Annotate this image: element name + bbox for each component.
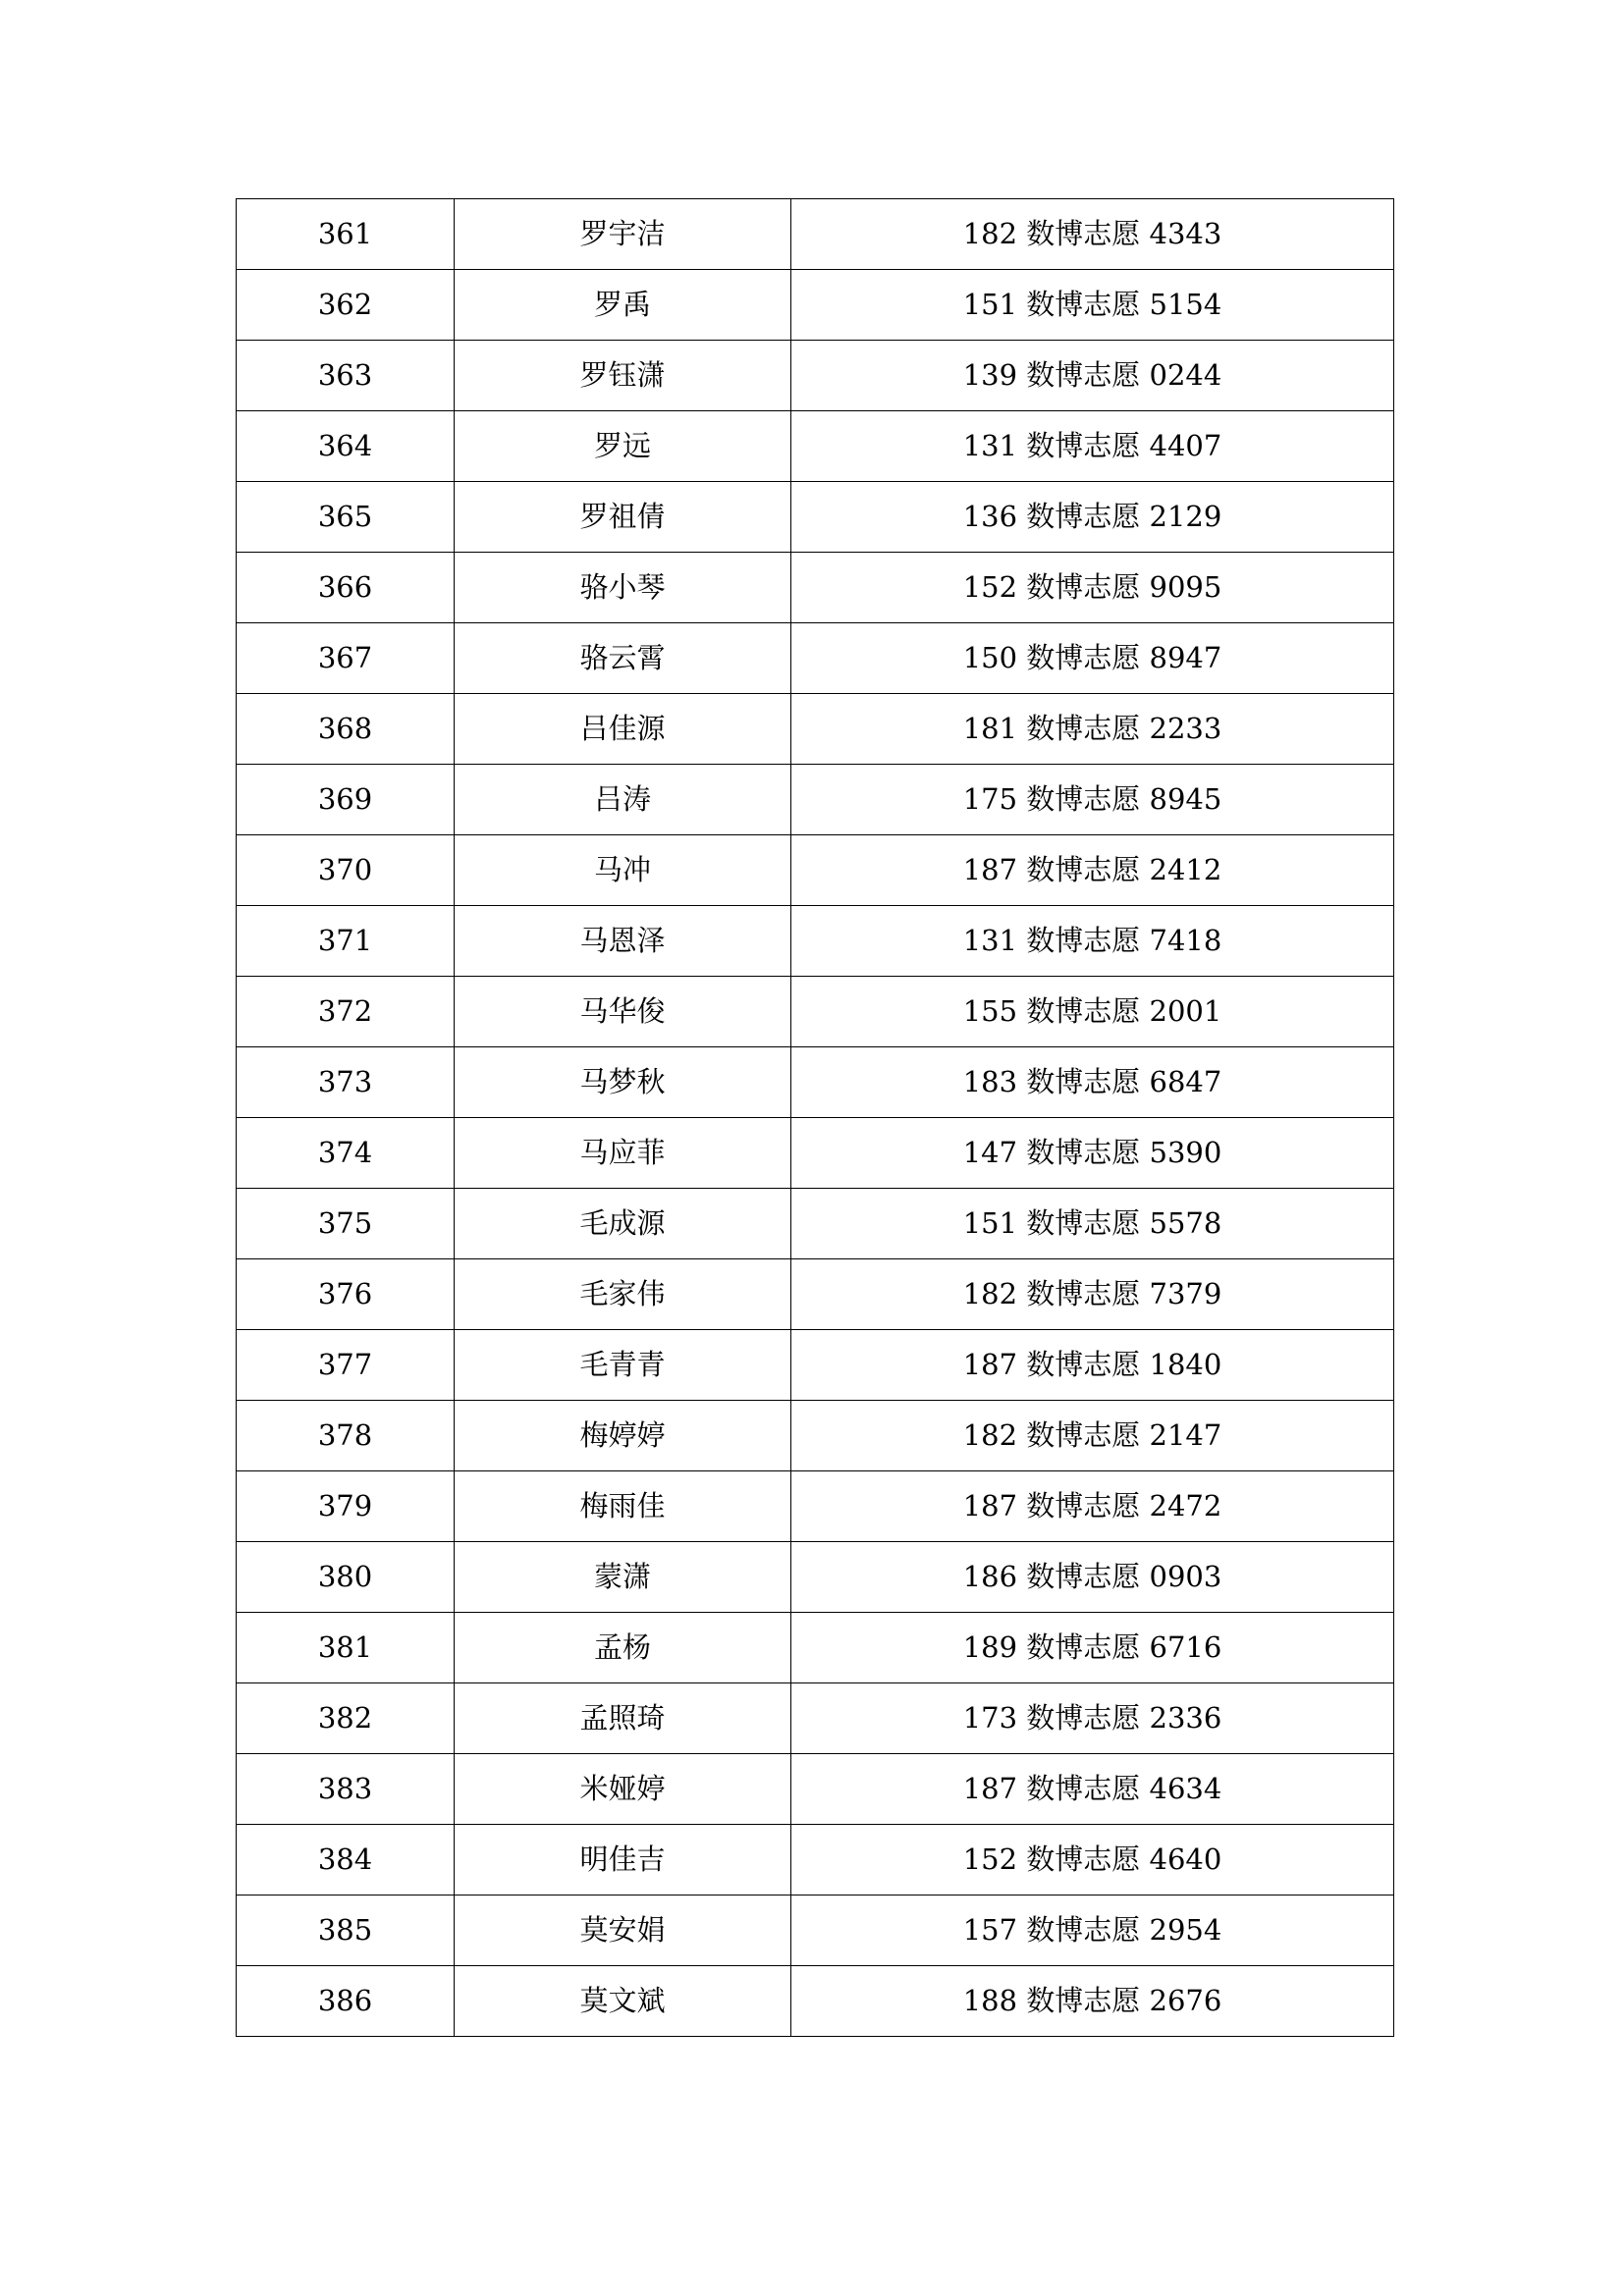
table-row [237,1401,1394,1471]
phone-cell: 131 数博志愿 7418 [791,906,1394,977]
phone-cell: 150 数博志愿 8947 [791,623,1394,694]
table-row [237,1118,1394,1189]
phone-cell: 157 数博志愿 2954 [791,1896,1394,1966]
table-row [237,341,1394,411]
name-cell: 骆云霄 [455,623,791,694]
table-row [237,199,1394,270]
phone-cell: 187 数博志愿 1840 [791,1330,1394,1401]
phone-cell: 182 数博志愿 4343 [791,199,1394,270]
row-number-cell: 374 [237,1118,455,1189]
phone-cell: 189 数博志愿 6716 [791,1613,1394,1683]
row-number-cell: 378 [237,1401,455,1471]
phone-cell: 187 数博志愿 2472 [791,1471,1394,1542]
phone-cell: 186 数博志愿 0903 [791,1542,1394,1613]
row-number-cell: 377 [237,1330,455,1401]
volunteer-table [236,198,1394,2037]
phone-cell: 181 数博志愿 2233 [791,694,1394,765]
name-cell: 毛家伟 [455,1259,791,1330]
name-cell: 马恩泽 [455,906,791,977]
name-cell: 莫文斌 [455,1966,791,2037]
phone-cell: 131 数博志愿 4407 [791,411,1394,482]
table-row [237,906,1394,977]
name-cell: 罗钰潇 [455,341,791,411]
name-cell: 蒙潇 [455,1542,791,1613]
phone-cell: 152 数博志愿 9095 [791,553,1394,623]
row-number-cell: 386 [237,1966,455,2037]
table-row [237,1754,1394,1825]
volunteer-table-body [237,199,1394,2037]
table-row [237,977,1394,1047]
row-number-cell: 371 [237,906,455,977]
phone-cell: 147 数博志愿 5390 [791,1118,1394,1189]
name-cell: 米娅婷 [455,1754,791,1825]
row-number-cell: 361 [237,199,455,270]
table-row [237,1613,1394,1683]
name-cell: 骆小琴 [455,553,791,623]
name-cell: 吕佳源 [455,694,791,765]
phone-cell: 155 数博志愿 2001 [791,977,1394,1047]
table-row [237,1683,1394,1754]
row-number-cell: 373 [237,1047,455,1118]
row-number-cell: 385 [237,1896,455,1966]
row-number-cell: 370 [237,835,455,906]
name-cell: 梅雨佳 [455,1471,791,1542]
row-number-cell: 363 [237,341,455,411]
row-number-cell: 369 [237,765,455,835]
row-number-cell: 381 [237,1613,455,1683]
row-number-cell: 365 [237,482,455,553]
table-row [237,1825,1394,1896]
table-row [237,1471,1394,1542]
phone-cell: 151 数博志愿 5154 [791,270,1394,341]
name-cell: 梅婷婷 [455,1401,791,1471]
name-cell: 罗宇洁 [455,199,791,270]
name-cell: 马应菲 [455,1118,791,1189]
row-number-cell: 366 [237,553,455,623]
table-row [237,1189,1394,1259]
table-row [237,1330,1394,1401]
table-row [237,1966,1394,2037]
row-number-cell: 383 [237,1754,455,1825]
phone-cell: 182 数博志愿 2147 [791,1401,1394,1471]
phone-cell: 173 数博志愿 2336 [791,1683,1394,1754]
table-row [237,623,1394,694]
row-number-cell: 362 [237,270,455,341]
phone-cell: 139 数博志愿 0244 [791,341,1394,411]
row-number-cell: 368 [237,694,455,765]
name-cell: 马梦秋 [455,1047,791,1118]
row-number-cell: 376 [237,1259,455,1330]
phone-cell: 187 数博志愿 2412 [791,835,1394,906]
row-number-cell: 375 [237,1189,455,1259]
row-number-cell: 367 [237,623,455,694]
phone-cell: 187 数博志愿 4634 [791,1754,1394,1825]
phone-cell: 136 数博志愿 2129 [791,482,1394,553]
phone-cell: 182 数博志愿 7379 [791,1259,1394,1330]
table-row [237,835,1394,906]
table-row [237,694,1394,765]
name-cell: 明佳吉 [455,1825,791,1896]
name-cell: 孟杨 [455,1613,791,1683]
table-row [237,765,1394,835]
phone-cell: 188 数博志愿 2676 [791,1966,1394,2037]
table-row [237,411,1394,482]
name-cell: 毛成源 [455,1189,791,1259]
phone-cell: 183 数博志愿 6847 [791,1047,1394,1118]
phone-cell: 151 数博志愿 5578 [791,1189,1394,1259]
name-cell: 马华俊 [455,977,791,1047]
row-number-cell: 364 [237,411,455,482]
table-row [237,553,1394,623]
table-row [237,1047,1394,1118]
row-number-cell: 382 [237,1683,455,1754]
table-row [237,1542,1394,1613]
name-cell: 莫安娟 [455,1896,791,1966]
name-cell: 罗远 [455,411,791,482]
row-number-cell: 384 [237,1825,455,1896]
table-row [237,482,1394,553]
table-row [237,1259,1394,1330]
table-row [237,270,1394,341]
name-cell: 毛青青 [455,1330,791,1401]
name-cell: 罗祖倩 [455,482,791,553]
name-cell: 马冲 [455,835,791,906]
name-cell: 孟照琦 [455,1683,791,1754]
row-number-cell: 380 [237,1542,455,1613]
phone-cell: 175 数博志愿 8945 [791,765,1394,835]
table-row [237,1896,1394,1966]
name-cell: 罗禹 [455,270,791,341]
row-number-cell: 379 [237,1471,455,1542]
name-cell: 吕涛 [455,765,791,835]
phone-cell: 152 数博志愿 4640 [791,1825,1394,1896]
row-number-cell: 372 [237,977,455,1047]
